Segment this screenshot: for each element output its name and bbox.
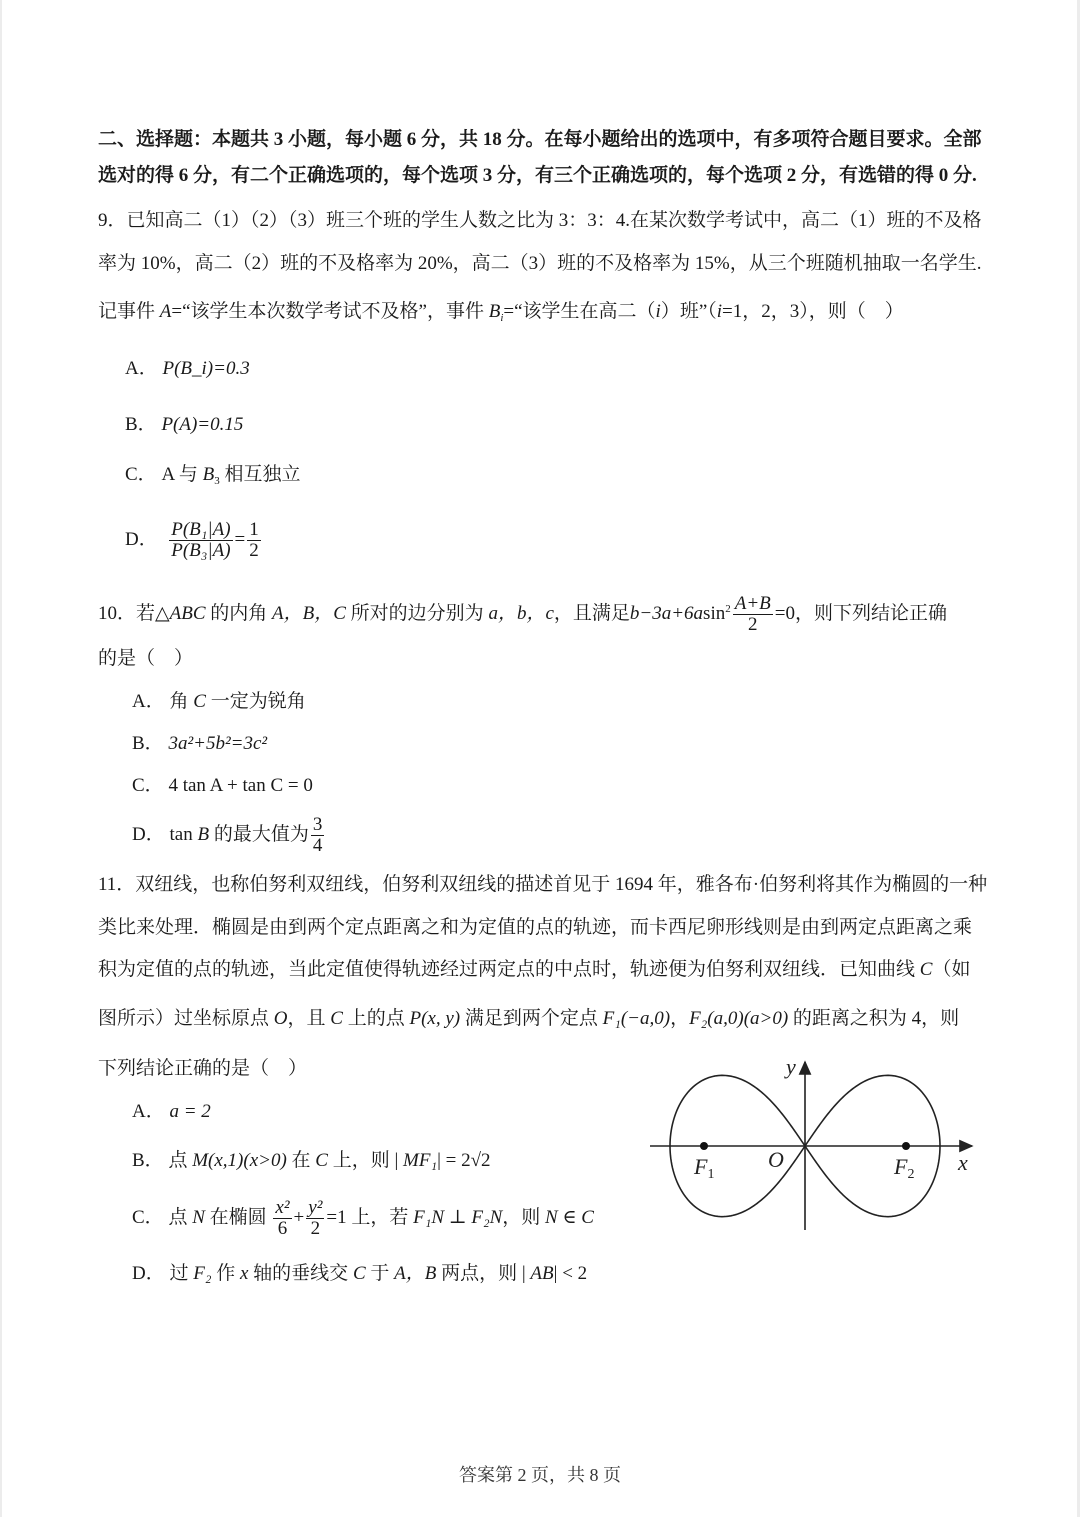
q11-c-fraction-x: $\frac{\text{x²}}{6}$ xyxy=(275,1197,290,1240)
q9-option-b[interactable]: B． P(A)=0.15 xyxy=(125,414,244,435)
q10-option-a[interactable]: A． 角 C 一定为锐角 xyxy=(132,691,306,712)
q11-option-a[interactable]: A． a = 2 xyxy=(132,1101,211,1122)
y-axis-label: y xyxy=(786,1054,796,1079)
section-heading-line2: 选对的得 6 分，有二个正确选项的，每个选项 3 分，有三个正确选项的，每个选项 2 分，有选错的得 0 分. xyxy=(98,165,977,186)
q10-fraction: $\frac{A+B}{2}$ xyxy=(734,593,771,636)
q11-c-fraction-y: $\frac{\text{y²}}{2}$ xyxy=(308,1197,323,1240)
page-edge-left xyxy=(0,0,2,1517)
lemniscate-figure xyxy=(640,1050,990,1240)
origin-label: O xyxy=(768,1147,784,1172)
q11-stem-line4: 图所示）过坐标原点 O，且 C 上的点 P(x, y) 满足到两个定点 F₁(−a,0)，F₂(a,0)(a>0) 的距离之积为 4，则 xyxy=(98,1008,960,1029)
q10-stem-line2: 的是（ ） xyxy=(98,648,194,669)
q11-stem-line5: 下列结论正确的是（ ） xyxy=(98,1058,308,1079)
q9-stem-line2: 率为 10%，高二（2）班的不及格率为 20%，高二（3）班的不及格率为 15%，从三个班随机抽取一名学生. xyxy=(98,253,982,274)
focus-f1-point xyxy=(700,1142,708,1150)
q11-stem-line3: 积为定值的点的轨迹，当此定值使得轨迹经过两定点的中点时，轨迹便为伯努利双纽线．已知曲线 C（如 xyxy=(98,959,971,980)
q10-option-b[interactable]: B． 3a²+5b²=3c² xyxy=(132,733,268,754)
q10-option-d[interactable]: D． tan B 的最大值为 $\frac{3}{4}$ xyxy=(132,814,323,857)
q11-option-b[interactable]: B． 点 M(x,1)(x>0) 在 C 上，则 | MF₁| = 2√2 xyxy=(132,1150,491,1171)
x-axis-label: x xyxy=(958,1150,968,1175)
section-heading-line1: 二、选择题：本题共 3 小题，每小题 6 分，共 18 分。在每小题给出的选项中，有多项符合题目要求。全部 xyxy=(98,129,982,150)
f2-label: F2 xyxy=(894,1154,915,1182)
q11-option-c[interactable]: C． 点 N 在椭圆 $\frac{\text{x²}}{6}$ + $\frac{\text{y²}}{2}$ =1 上，若 F₁N ⊥ F₂N，则 N ∈ C xyxy=(132,1197,594,1240)
f1-label: F1 xyxy=(694,1154,715,1182)
page-footer: 答案第 2 页，共 8 页 xyxy=(459,1465,621,1485)
q11-option-d[interactable]: D． 过 F₂ 作 x 轴的垂线交 C 于 A，B 两点，则 | AB| < 2 xyxy=(132,1263,588,1284)
q9-d-fraction: $\frac{\text{P(B₁|A)}}{\text{P(B₃|A)}}$ xyxy=(171,519,231,562)
q11-stem-line1: 11．双纽线，也称伯努利双纽线，伯努利双纽线的描述首见于 1694 年，雅各布·伯努利将其作为椭圆的一种 xyxy=(98,874,988,895)
q10-d-fraction: $\frac{3}{4}$ xyxy=(312,814,323,857)
focus-f2-point xyxy=(902,1142,910,1150)
q9-stem-line3: 记事件 A=“该学生本次数学考试不及格”，事件 $B_i=“$该学生在高二（i）班”（i=1，2，3），则（ ） xyxy=(98,301,904,324)
q10-stem-line1: 10．若△ABC 的内角 A，B，C 所对的边分别为 a，b，c，且满足b−3a+6asin$^2$ $\frac{A+B}{2}$ =0，则下列结论正确 xyxy=(98,593,947,636)
q11-stem-line2: 类比来处理．椭圆是由到两个定点距离之和为定值的点的轨迹，而卡西尼卵形线则是由到两定点距离之乘 xyxy=(98,917,973,938)
q9-option-c[interactable]: C． A 与 $B_3$ 相互独立 xyxy=(125,464,301,487)
q9-option-a[interactable]: A． P(B_i)=0.3 xyxy=(125,358,250,379)
q9-stem-line1: 9．已知高二（1）（2）（3）班三个班的学生人数之比为 3：3：4.在某次数学考试中，高二（1）班的不及格 xyxy=(98,210,982,231)
q9-option-d[interactable]: D． $\frac{\text{P(B₁|A)}}{\text{P(B₃|A)}}$ = $\frac{1}{2}$ xyxy=(125,519,259,562)
q10-option-c[interactable]: C． 4 tan A + tan C = 0 xyxy=(132,775,313,796)
q9-d-rhs-fraction: $\frac{1}{2}$ xyxy=(249,519,259,562)
